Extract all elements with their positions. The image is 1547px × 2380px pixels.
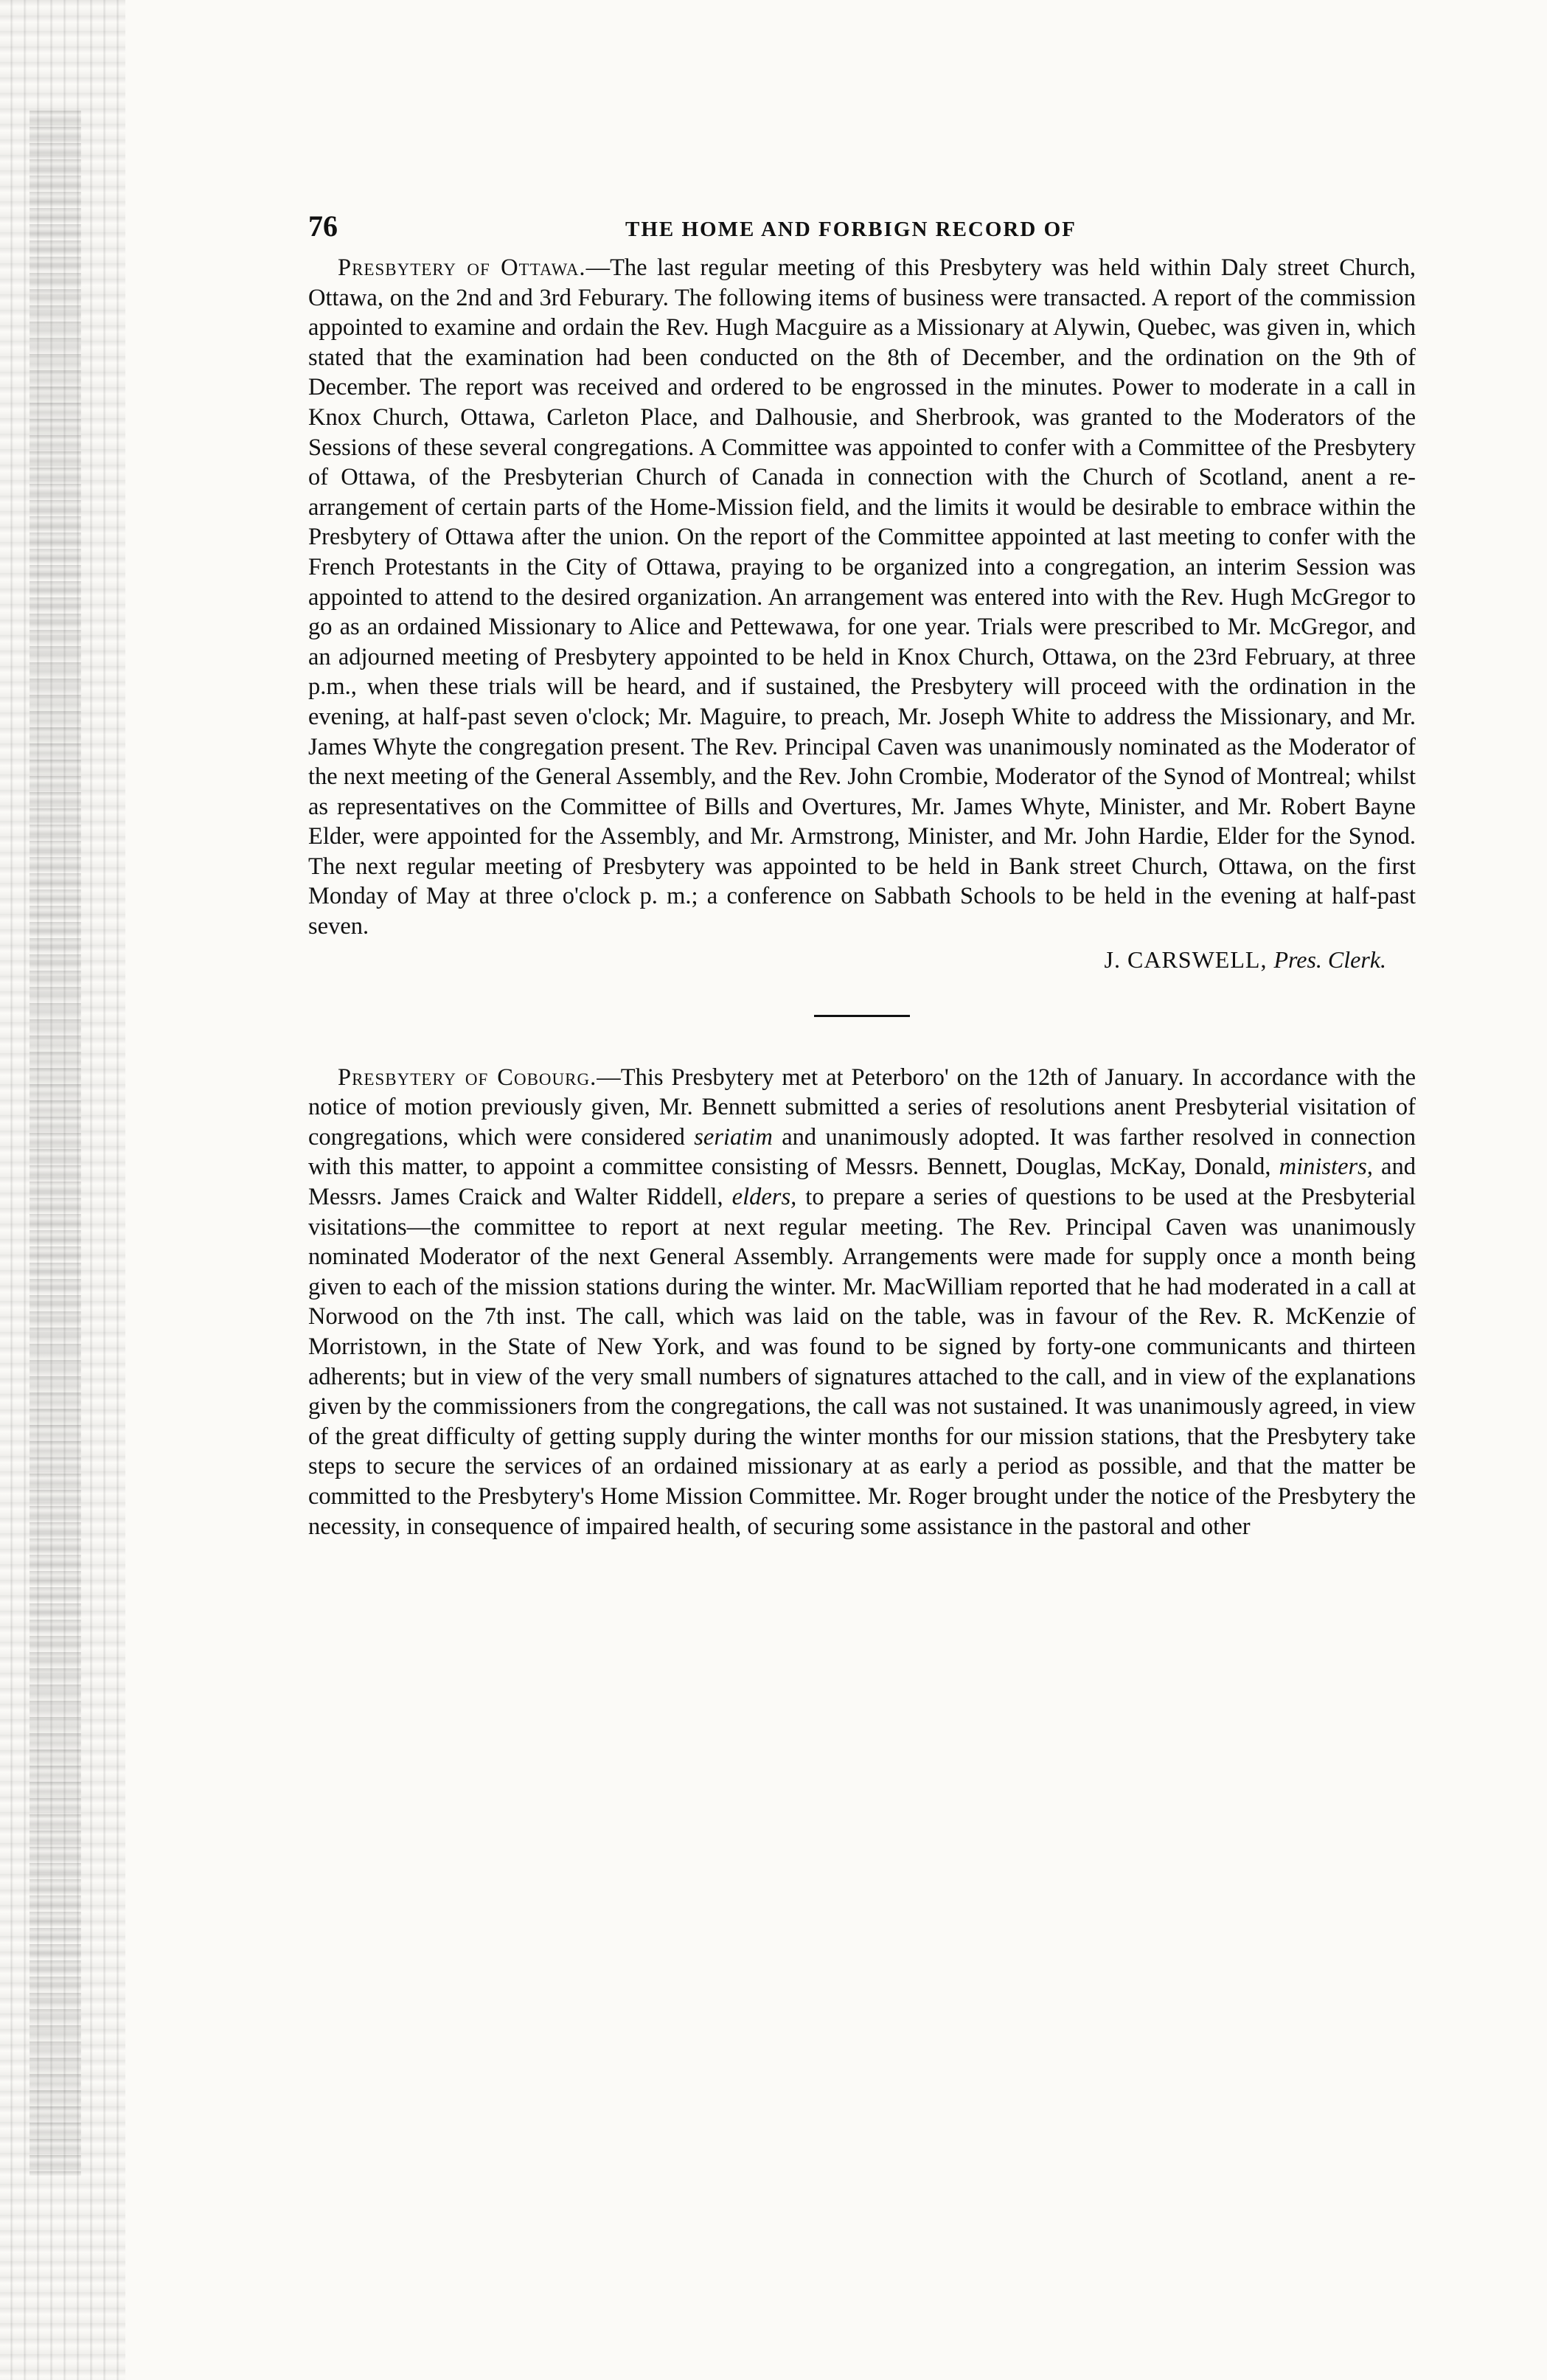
binding-shadow: [29, 111, 81, 2176]
article-cobourg-italic-a: seriatim: [694, 1123, 773, 1151]
article-cobourg-italic-b: ministers,: [1279, 1153, 1373, 1181]
running-head: THE HOME AND FORBIGN RECORD OF: [625, 218, 1077, 241]
article-ottawa: [308, 253, 1416, 942]
page-number: 76: [308, 209, 338, 243]
page-header: [308, 209, 1416, 253]
signature: [308, 946, 1386, 974]
article-cobourg-body-a: —This Presbytery met at Peterboro' on the 12th of January. In accordance with the notice of motion previously given, Mr. Bennett submitted a series of resolutions anent Presbyterial visitation of congregations, which were considered: [308, 1064, 1416, 1151]
article-cobourg-heading: Presbytery of Cobourg.: [338, 1064, 597, 1091]
article-cobourg-italic-c: elders,: [731, 1184, 797, 1211]
page-content: [308, 209, 1416, 1541]
article-ottawa-heading: Presbytery of Ottawa.: [338, 254, 586, 281]
article-cobourg-body-c: and Messrs. James Craick and Walter Riddell,: [308, 1153, 1416, 1211]
article-ottawa-body: —The last regular meeting of this Presbytery was held within Daly street Church, Ottawa, on the 2nd and 3rd Feburary. The following items of business were transacted. A report of the commission appointed to examine and ordain the Rev. Hugh Macguire as a Missionary at Alywin, Quebec, was given in, which stated that the examination had been conducted on the 8th of December, and the ordination on the 9th of December. The report was received and ordered to be engrossed in the minutes. Power to moderate in a call in Knox Church, Ottawa, Carleton Place, and Dalhousie, and Sherbrook, was granted to the Moderators of the Sessions of these several congregations. A Committee was appointed to confer with a Committee of the Presbytery of Ottawa, of the Presbyterian Church of Canada in connection with the Church of Scotland, anent a re-arrangement of certain parts of the Home-Mission field, and the limits it would be desirable to embrace within the Presbytery of Ottawa after the union. On the report of the Committee appointed at last meeting to confer with the French Protestants in the City of Ottawa, praying to be organized into a congregation, an interim Session was appointed to attend to the desired organization. An arrangement was entered into with the Rev. Hugh McGregor to go as an ordained Missionary to Alice and Pettewawa, for one year. Trials were prescribed to Mr. McGregor, and an adjourned meeting of Presbytery appointed to be held in Knox Church, Ottawa, on the 23rd February, at three p.m., when these trials will be heard, and if sustained, the Presbytery will proceed with the ordination in the evening, at half-past seven o'clock; Mr. Maguire, to preach, Mr. Joseph White to address the Missionary, and Mr. James Whyte the congregation present. The Rev. Principal Caven was unanimously nominated as the Moderator of the next meeting of the General Assembly, and the Rev. John Crombie, Moderator of the Synod of Montreal; whilst as representatives on the Committee of Bills and Overtures, Mr. James Whyte, Minister, and Mr. Robert Bayne Elder, were appointed for the Assembly, and Mr. Armstrong, Minister, and Mr. John Hardie, Elder for the Synod. The next regular meeting of Presbytery was appointed to be held in Bank street Church, Ottawa, on the first Monday of May at three o'clock p. m.; a conference on Sabbath Schools to be held in the evening at half-past seven.: [308, 254, 1416, 940]
article-cobourg: [308, 1063, 1416, 1542]
section-divider: [814, 1015, 910, 1017]
article-cobourg-body-d: to prepare a series of questions to be used at the Presbyterial visitations—the committee to report at next regular meeting. The Rev. Principal Caven was unanimously nominated Moderator of the next General Assembly. Arrangements were made for supply once a month being given to each of the mission stations during the winter. Mr. MacWilliam reported that he had moderated in a call at Norwood on the 7th inst. The call, which was laid on the table, was in favour of the Rev. R. McKenzie of Morristown, in the State of New York, and was found to be signed by forty-one communicants and thirteen adherents; but in view of the very small numbers of signatures attached to the call, and in view of the explanations given by the commissioners from the congregations, the call was not sustained. It was unanimously agreed, in view of the great difficulty of getting supply during the winter months for our mission stations, that the Presbytery take steps to secure the services of an ordained missionary at as early a period as possible, and that the matter be committed to the Presbytery's Home Mission Committee. Mr. Roger brought under the notice of the Presbytery the necessity, in consequence of impaired health, of securing some assistance in the pastoral and other: [308, 1184, 1416, 1540]
article-cobourg-body-b: and unanimously adopted. It was farther resolved in connection with this matter, to appoint a committee consisting of Messrs. Bennett, Douglas, McKay, Donald,: [308, 1123, 1416, 1181]
signature-title: Pres. Clerk.: [1273, 946, 1386, 973]
signature-name: J. CARSWELL,: [1104, 946, 1268, 973]
